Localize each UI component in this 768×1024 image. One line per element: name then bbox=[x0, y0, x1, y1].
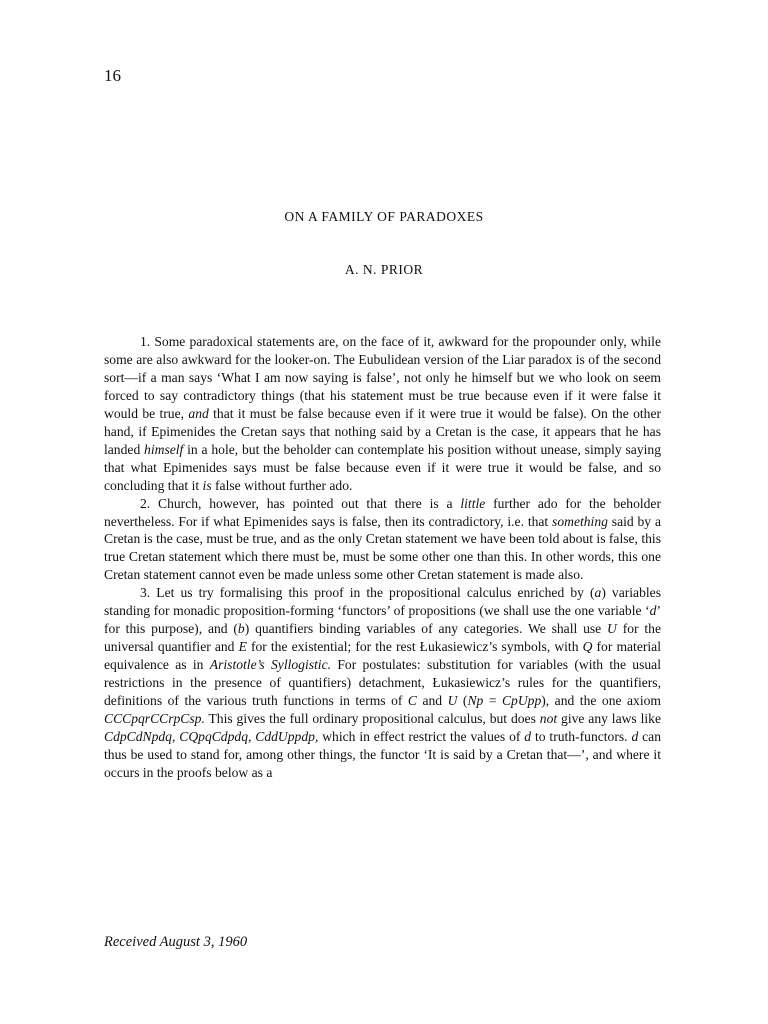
article-author: A. N. PRIOR bbox=[344, 262, 424, 277]
body-text bbox=[104, 333, 661, 782]
received-date: Received August 3, 1960 bbox=[104, 934, 248, 950]
article-title: ON A FAMILY OF PARADOXES bbox=[284, 209, 484, 224]
paragraph-1: 1. Some paradoxical statements are, on the face of it, awkward for the propounder only, while some are also awkward for the looker-on. The Eubulidean version of the Liar paradox is of the second sort—if a man says ‘What I am now saying is false’, not only he himself but we who look on seem forced to say contradictory things (that his statement must be true because even if it were false it would be true, and that it must be false because even if it were true it would be false). On the other hand, if Epimenides the Cretan says that nothing said by a Cretan is the case, it appears that he has landed himself in a hole, but the beholder can contemplate his position without unease, simply saying that what Epimenides says must be false because even if it were true it would be false, and so concluding that it is false without further ado. bbox=[104, 334, 662, 493]
paragraph-2: 2. Church, however, has pointed out that there is a little further ado for the beholder nevertheless. For if what Epimenides says is false, then its contradictory, i.e. that something said by a Cretan is the case, must be true, and as the only Cretan statement we have been told about is false, this true Cretan statement which there must be, must be some other one than this. In other words, this one Cretan statement cannot even be made unless some other Cretan statement is made also. bbox=[104, 495, 661, 583]
paragraph-3: 3. Let us try formalising this proof in the propositional calculus enriched by (a) variables standing for monadic proposition-forming ‘functors’ of propositions (we shall use the one variable ‘d’ for this purpose), and (b) quantifiers binding variables of any categories. We shall use U for the universal quantifier and E for the existential; for the rest Łukasiewicz’s symbols, with Q for material equivalence as in Aristotle’s Syllogistic. For postulates: substitution for variables (with the usual restrictions in the presence of quantifiers) detachment, Łukasiewicz’s rules for the quantifiers, definitions of the various truth functions in terms of C and U (Np = CpUpp), and the one axiom CCCpqrCCrpCsp. This gives the full ordinary propositional calculus, but does not give any laws like CdpCdNpdq, CQpqCdpdq, CddUppdp, which in effect restrict the values of d to truth-functors. d can thus be used to stand for, among other things, the functor ‘It is said by a Cretan that—’, and where it occurs in the proofs below as a bbox=[104, 585, 661, 780]
page-number: 16 bbox=[104, 66, 121, 85]
